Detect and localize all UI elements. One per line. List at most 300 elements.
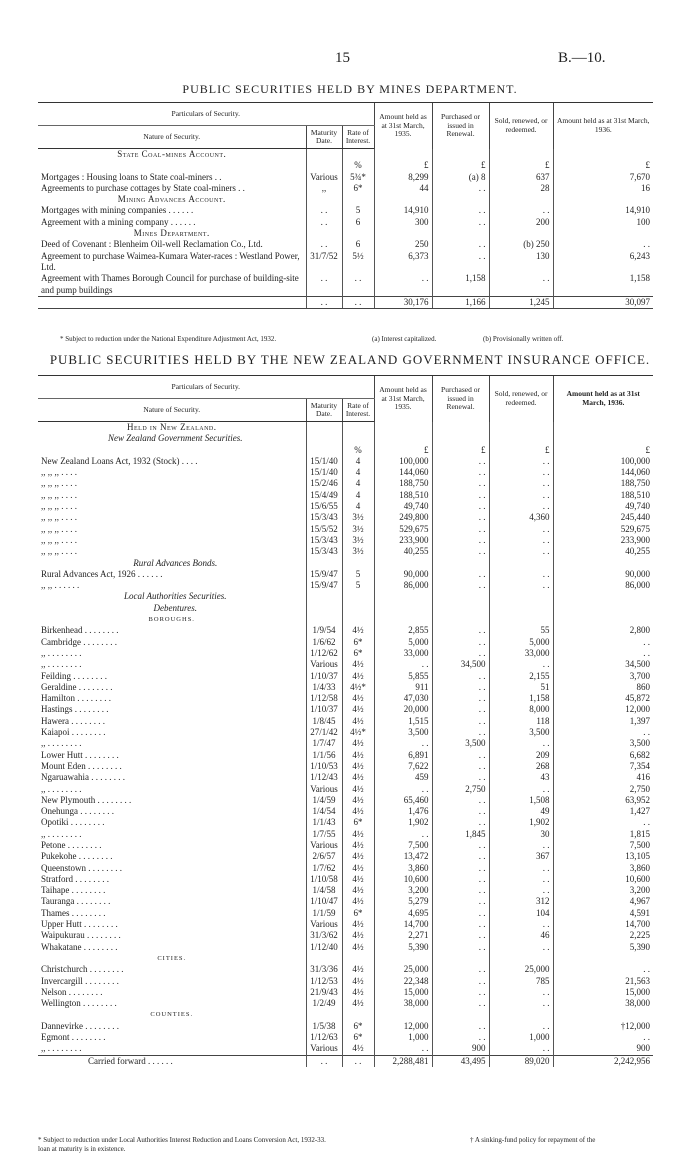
sold-cell: 49 (489, 806, 553, 817)
empty-cell (553, 149, 653, 161)
nature-cell: ,, ,, ,, . . . . (41, 534, 77, 545)
rate-cell: 3½ (342, 524, 374, 535)
nature-cell: Hastings . . . . . . . . (41, 704, 109, 715)
held-1936-cell: 5,390 (553, 942, 653, 953)
purchased-cell: . . (432, 772, 489, 783)
empty-cell (374, 953, 432, 964)
rate-cell: 4½ (342, 795, 374, 806)
held-1936-cell: . . (553, 239, 653, 250)
sold-cell: . . (489, 569, 553, 580)
nature-cell: Stratford . . . . . . . . (41, 873, 109, 884)
held-1936-cell: 90,000 (553, 569, 653, 580)
rate-cell: 4 (342, 490, 374, 501)
table-row (38, 273, 653, 296)
purchased-cell: . . (432, 648, 489, 659)
held-1936-cell: †12,000 (553, 1021, 653, 1032)
nature-cell: Petone . . . . . . . . (41, 839, 102, 850)
section-heading-row (38, 603, 653, 614)
nature-cell: Hawera . . . . . . . . (41, 715, 105, 726)
table-row (38, 761, 653, 772)
table-row (38, 750, 653, 761)
section-heading-row (38, 228, 653, 239)
header-sold: Sold, renewed, or redeemed. (489, 376, 553, 422)
empty-cell (342, 953, 374, 964)
held-1936-cell: 14,700 (553, 919, 653, 930)
held-1935-cell: 5,000 (374, 637, 432, 648)
held-1935-cell: 6,373 (374, 251, 432, 274)
maturity-cell (306, 445, 342, 456)
sold-cell: 3,500 (489, 727, 553, 738)
empty-cell (342, 1009, 374, 1020)
purchased-cell: £ (432, 160, 489, 171)
held-1935-cell: 1,476 (374, 806, 432, 817)
nature-cell: ,, . . . . . . . . (41, 659, 82, 670)
empty-cell (374, 591, 432, 602)
rate-cell: 6* (342, 648, 374, 659)
table-row (38, 160, 653, 171)
header-held-1935: Amount held as at 31st March, 1935. (374, 376, 432, 422)
held-1936-cell: 100,000 (553, 456, 653, 467)
rate-cell: 5 (342, 580, 374, 591)
maturity-cell: 31/3/62 (306, 930, 342, 941)
held-1935-cell: . . (374, 273, 432, 296)
maturity-cell: 1/8/45 (306, 716, 342, 727)
table-row (38, 512, 653, 523)
held-1935-cell: 49,740 (374, 501, 432, 512)
maturity-cell: . . (306, 217, 342, 228)
rate-cell: 5½ (342, 251, 374, 274)
table-row (38, 908, 653, 919)
nature-cell: Taihape . . . . . . . . (41, 885, 106, 896)
held-1935-cell: 44 (374, 183, 432, 194)
nature-cell: Mortgages : Housing loans to State coal-miners . . (41, 171, 222, 182)
held-1936-cell: £ (553, 160, 653, 171)
held-1935-cell: 10,600 (374, 874, 432, 885)
nature-cell (38, 445, 306, 456)
maturity-cell: 1/10/37 (306, 671, 342, 682)
held-1936-cell: 1,397 (553, 716, 653, 727)
footnote-interest-capitalized: (a) Interest capitalized. (372, 335, 437, 343)
nature-cell: Christchurch . . . . . . . . (41, 964, 124, 975)
section-heading-row (38, 558, 653, 569)
nature-cell: Geraldine . . . . . . . . (41, 681, 113, 692)
section-heading-row (38, 591, 653, 602)
purchased-cell: . . (432, 637, 489, 648)
held-1935-cell: 65,460 (374, 795, 432, 806)
maturity-cell: 1/7/62 (306, 863, 342, 874)
purchased-cell: . . (432, 456, 489, 467)
held-1936-cell: 7,670 (553, 172, 653, 183)
sold-cell: . . (489, 1043, 553, 1055)
empty-cell (553, 953, 653, 964)
header-nature: Nature of Security. (38, 126, 306, 149)
rate-cell: 4½ (342, 863, 374, 874)
nature-cell: ,, ,, ,, . . . . (41, 501, 77, 512)
table-row (38, 817, 653, 828)
held-1935-cell: 15,000 (374, 987, 432, 998)
nature-cell: ,, . . . . . . . . (41, 783, 82, 794)
empty-cell (489, 603, 553, 614)
held-1935-cell: . . (374, 738, 432, 749)
nature-cell: Dannevirke . . . . . . . . (41, 1020, 119, 1031)
nature-cell: ,, . . . . . . . . (41, 647, 82, 658)
held-1935-cell: 188,750 (374, 478, 432, 489)
table2-title: PUBLIC SECURITIES HELD BY THE NEW ZEALAND GOVERNMENT INSURANCE OFFICE. (49, 352, 651, 367)
header-held-1936: Amount held as at 31st March, 1936. (553, 103, 653, 149)
table-row (38, 976, 653, 987)
rate-cell: 5 (342, 205, 374, 216)
held-1936-cell: 900 (553, 1043, 653, 1055)
rate-cell: 4½* (342, 682, 374, 693)
purchased-cell: . . (432, 761, 489, 772)
maturity-cell: ,, (306, 183, 342, 194)
nature-cell: Deed of Covenant : Blenheim Oil-well Reclamation Co., Ltd. (41, 239, 263, 250)
maturity-cell: 15/1/40 (306, 456, 342, 467)
held-1936-cell: 38,000 (553, 998, 653, 1009)
empty-cell (342, 558, 374, 569)
nature-cell: Tauranga . . . . . . . . (41, 896, 111, 907)
held-1936-cell: 49,740 (553, 501, 653, 512)
empty-cell (489, 149, 553, 161)
empty-cell (374, 194, 432, 205)
maturity-cell: Various (306, 784, 342, 795)
sold-cell: 28 (489, 183, 553, 194)
held-1936-cell: 1,427 (553, 806, 653, 817)
purchased-cell: . . (432, 817, 489, 828)
empty-cell (553, 422, 653, 434)
purchased-cell: . . (432, 682, 489, 693)
held-1936-cell: 15,000 (553, 987, 653, 998)
maturity-cell: 15/4/49 (306, 490, 342, 501)
held-1936-cell: 3,200 (553, 885, 653, 896)
empty-cell (489, 558, 553, 569)
table-row (38, 784, 653, 795)
maturity-cell: 1/12/53 (306, 976, 342, 987)
sold-cell: 637 (489, 172, 553, 183)
purchased-cell: . . (432, 885, 489, 896)
rate-cell: 3½ (342, 535, 374, 546)
section-heading: New Zealand Government Securities. (108, 433, 243, 444)
nature-cell: Birkenhead . . . . . . . . (41, 625, 119, 636)
rate-cell: 4½ (342, 659, 374, 670)
nature-cell: Waipukurau . . . . . . . . (41, 930, 121, 941)
nature-cell: ,, . . . . . . . . (41, 828, 82, 839)
sold-cell: . . (489, 784, 553, 795)
maturity-cell: 27/1/42 (306, 727, 342, 738)
section-heading-row (38, 194, 653, 205)
held-1935-cell: 12,000 (374, 1021, 432, 1032)
purchased-cell: (a) 8 (432, 172, 489, 183)
rate-cell: 4½ (342, 772, 374, 783)
sold-cell: 312 (489, 896, 553, 907)
carried-held-1935: 2,288,481 (374, 1055, 432, 1067)
empty-cell (553, 614, 653, 625)
purchased-cell: . . (432, 795, 489, 806)
purchased-cell: . . (432, 840, 489, 851)
empty-cell (432, 194, 489, 205)
maturity-cell: 15/5/52 (306, 524, 342, 535)
sold-cell: . . (489, 501, 553, 512)
held-1936-cell: 3,700 (553, 671, 653, 682)
table-row (38, 467, 653, 478)
held-1935-cell: 459 (374, 772, 432, 783)
nature-cell: Mortgages with mining companies . . . . . . (41, 205, 194, 216)
empty-cell (553, 591, 653, 602)
held-1936-cell: 2,800 (553, 625, 653, 636)
empty-cell (374, 603, 432, 614)
empty-cell (489, 614, 553, 625)
empty-cell (374, 422, 432, 434)
empty-cell (374, 1009, 432, 1020)
held-1935-cell: 33,000 (374, 648, 432, 659)
empty-cell (342, 149, 374, 161)
sold-cell: . . (489, 863, 553, 874)
maturity-cell: . . (306, 273, 342, 296)
empty-cell (489, 228, 553, 239)
table-row (38, 829, 653, 840)
maturity-cell: 1/4/54 (306, 806, 342, 817)
held-1935-cell: . . (374, 784, 432, 795)
empty-cell (432, 228, 489, 239)
section-heading: State Coal-mines Account. (117, 149, 227, 159)
carried-forward-row (38, 1055, 653, 1067)
rate-cell: 5 (342, 569, 374, 580)
rate-cell: 3½ (342, 512, 374, 523)
table2-body (38, 422, 653, 1056)
empty-cell (432, 149, 489, 161)
sold-cell: 268 (489, 761, 553, 772)
sold-cell: . . (489, 456, 553, 467)
held-1935-cell: 14,700 (374, 919, 432, 930)
held-1935-cell: 5,279 (374, 896, 432, 907)
nature-cell: Mount Eden . . . . . . . . (41, 760, 122, 771)
held-1935-cell: 1,515 (374, 716, 432, 727)
table-row (38, 490, 653, 501)
table-row (38, 806, 653, 817)
sold-cell: . . (489, 998, 553, 1009)
sold-cell: £ (489, 160, 553, 171)
rate-cell: 4½ (342, 919, 374, 930)
empty-cell (432, 953, 489, 964)
section-heading: Rural Advances Bonds. (133, 557, 218, 568)
nature-cell: Agreement with Thames Borough Council for purchase of building-site and pump buildings (41, 273, 299, 295)
insurance-office-table (38, 375, 653, 1067)
rate-cell: 4½ (342, 942, 374, 953)
maturity-cell: 1/1/43 (306, 817, 342, 828)
footnote-interest-reduction: * Subject to reduction under Local Authorities Interest Reduction and Loans Conversion Act, 1932-33. (38, 1136, 326, 1144)
rate-cell: 6 (342, 217, 374, 228)
table-row (38, 546, 653, 557)
table-row (38, 795, 653, 806)
purchased-cell: . . (432, 987, 489, 998)
empty-cell (374, 614, 432, 625)
maturity-cell: 1/5/38 (306, 1021, 342, 1032)
empty-cell (306, 558, 342, 569)
rate-cell: 4½ (342, 716, 374, 727)
table-row (38, 217, 653, 228)
nature-cell: Cambridge . . . . . . . . (41, 636, 117, 647)
held-1936-cell: 233,900 (553, 535, 653, 546)
sold-cell: . . (489, 490, 553, 501)
rate-cell: 4½ (342, 704, 374, 715)
nature-cell: ,, . . . . . . . . (41, 1043, 82, 1054)
held-1936-cell: . . (553, 637, 653, 648)
empty-cell (432, 422, 489, 434)
sold-cell: . . (489, 885, 553, 896)
table-row (38, 637, 653, 648)
table-row (38, 885, 653, 896)
purchased-cell: . . (432, 851, 489, 862)
table-row (38, 919, 653, 930)
empty-cell (374, 149, 432, 161)
nature-cell: Wellington . . . . . . . . (41, 998, 117, 1009)
rate-cell: 6* (342, 183, 374, 194)
empty-cell (432, 614, 489, 625)
held-1935-cell: 6,891 (374, 750, 432, 761)
sold-cell: 209 (489, 750, 553, 761)
carried-held-1936: 2,242,956 (553, 1055, 653, 1067)
rate-cell: 4 (342, 501, 374, 512)
sold-cell: 30 (489, 829, 553, 840)
maturity-cell: 15/2/46 (306, 478, 342, 489)
empty-cell (342, 228, 374, 239)
maturity-cell: 1/7/47 (306, 738, 342, 749)
held-1936-cell: 2,750 (553, 784, 653, 795)
sold-cell: 5,000 (489, 637, 553, 648)
held-1936-cell: 100 (553, 217, 653, 228)
sold-cell: 1,508 (489, 795, 553, 806)
table-row (38, 524, 653, 535)
rate-cell: 6* (342, 637, 374, 648)
sold-cell: 130 (489, 251, 553, 274)
nature-cell: Agreements to purchase cottages by State coal-miners . . (41, 182, 245, 193)
nature-cell: Upper Hutt . . . . . . . . (41, 919, 118, 930)
table-row (38, 896, 653, 907)
purchased-cell: . . (432, 750, 489, 761)
purchased-cell: . . (432, 205, 489, 216)
table-row (38, 1032, 653, 1043)
purchased-cell: . . (432, 976, 489, 987)
nature-cell: Nelson . . . . . . . . (41, 986, 103, 997)
nature-cell: Kaiapoi . . . . . . . . (41, 727, 106, 738)
held-1936-cell: 7,500 (553, 840, 653, 851)
carried-purchased: 43,495 (432, 1055, 489, 1067)
held-1935-cell: 1,902 (374, 817, 432, 828)
empty-cell (306, 194, 342, 205)
rate-cell: % (342, 160, 374, 171)
section-heading: COUNTIES. (150, 1011, 194, 1019)
carried-rate: . . (342, 1055, 374, 1067)
empty-cell (342, 591, 374, 602)
held-1936-cell: 2,225 (553, 930, 653, 941)
sold-cell: . . (489, 467, 553, 478)
table-row (38, 863, 653, 874)
table-row (38, 987, 653, 998)
empty-cell (306, 591, 342, 602)
table1-title: PUBLIC SECURITIES HELD BY MINES DEPARTMENT. (182, 82, 518, 96)
held-1935-cell: 5,390 (374, 942, 432, 953)
empty-cell (432, 591, 489, 602)
nature-cell: Invercargill . . . . . . . . (41, 975, 119, 986)
maturity-cell: 1/1/59 (306, 908, 342, 919)
purchased-cell: . . (432, 524, 489, 535)
held-1935-cell: 2,855 (374, 625, 432, 636)
held-1935-cell: 188,510 (374, 490, 432, 501)
maturity-cell: Various (306, 1043, 342, 1055)
sold-cell: 118 (489, 716, 553, 727)
sold-cell: 8,000 (489, 704, 553, 715)
purchased-cell: . . (432, 625, 489, 636)
empty-cell (342, 614, 374, 625)
table-row (38, 772, 653, 783)
held-1936-cell: . . (553, 964, 653, 975)
page-number: 15 (335, 50, 350, 66)
purchased-cell: . . (432, 183, 489, 194)
purchased-cell: . . (432, 1032, 489, 1043)
table-row (38, 183, 653, 194)
table-row (38, 930, 653, 941)
empty-cell (432, 558, 489, 569)
header-purchased: Purchased or issued in Renewal. (432, 376, 489, 422)
sold-cell: 25,000 (489, 964, 553, 975)
maturity-cell: 1/10/58 (306, 874, 342, 885)
held-1936-cell: . . (553, 648, 653, 659)
held-1935-cell: 25,000 (374, 964, 432, 975)
sold-cell: . . (489, 840, 553, 851)
table-row (38, 501, 653, 512)
empty-cell (489, 422, 553, 434)
held-1935-cell: 47,030 (374, 693, 432, 704)
nature-cell: New Plymouth . . . . . . . . (41, 794, 132, 805)
table-row (38, 172, 653, 183)
sold-cell: 1,158 (489, 693, 553, 704)
maturity-cell (306, 160, 342, 171)
empty-cell (489, 194, 553, 205)
rate-cell: 4 (342, 467, 374, 478)
held-1935-cell: 5,855 (374, 671, 432, 682)
empty-cell (553, 194, 653, 205)
held-1936-cell: 21,563 (553, 976, 653, 987)
table-row (38, 625, 653, 636)
maturity-cell: 15/9/47 (306, 569, 342, 580)
header-held-1935: Amount held as at 31st March, 1935. (374, 103, 432, 149)
purchased-cell: . . (432, 490, 489, 501)
nature-cell: ,, ,, ,, . . . . (41, 478, 77, 489)
nature-cell: Rural Advances Act, 1926 . . . . . . (41, 568, 163, 579)
table-row (38, 1043, 653, 1055)
sold-cell: . . (489, 580, 553, 591)
maturity-cell: 15/9/47 (306, 580, 342, 591)
empty-cell (553, 433, 653, 444)
rate-cell: 4½ (342, 625, 374, 636)
sold-cell: . . (489, 1021, 553, 1032)
table-row (38, 964, 653, 975)
section-heading: Local Authorities Securities. (123, 591, 227, 602)
held-1935-cell: 14,910 (374, 205, 432, 216)
sold-cell: . . (489, 535, 553, 546)
rate-cell: 4½ (342, 738, 374, 749)
table-row (38, 738, 653, 749)
rate-cell: 4½ (342, 896, 374, 907)
nature-cell: Hamilton . . . . . . . . (41, 693, 111, 704)
held-1935-cell: 300 (374, 217, 432, 228)
nature-cell: Pukekohe . . . . . . . . (41, 851, 113, 862)
purchased-cell: . . (432, 580, 489, 591)
sold-cell: 200 (489, 217, 553, 228)
purchased-cell: . . (432, 716, 489, 727)
purchased-cell: . . (432, 217, 489, 228)
table-row (38, 535, 653, 546)
